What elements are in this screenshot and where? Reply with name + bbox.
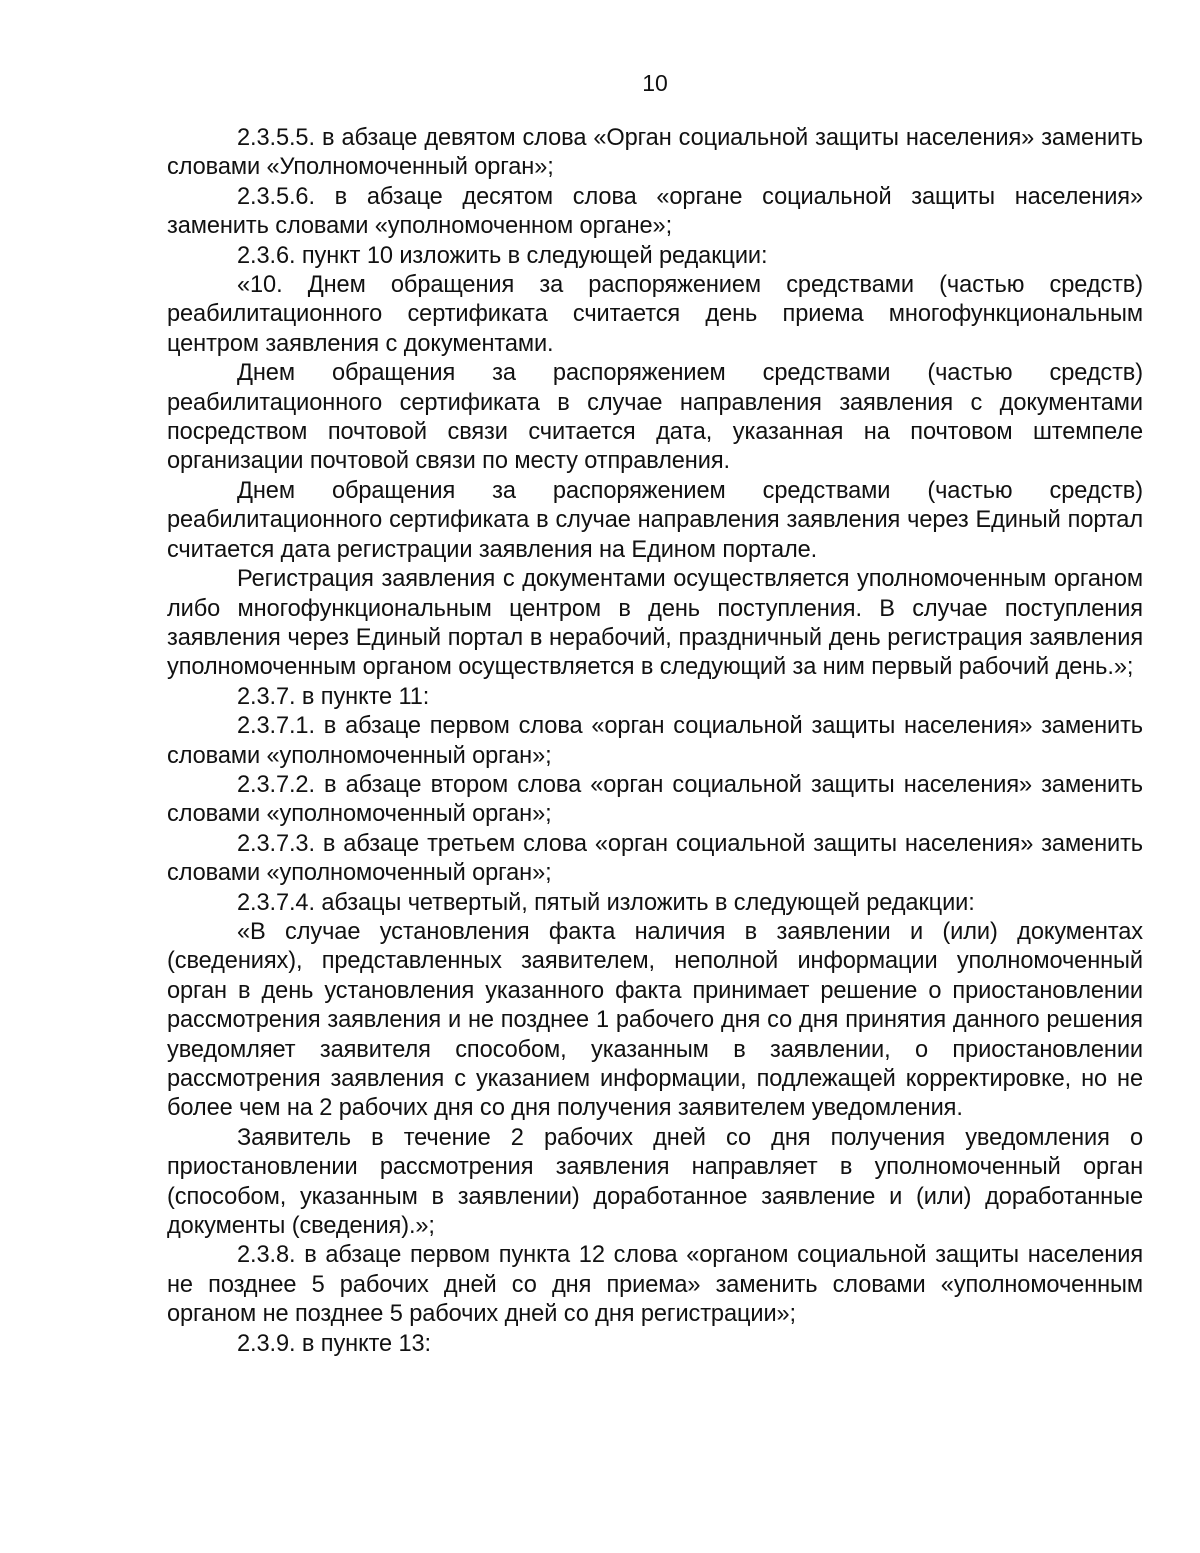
- page-number: 10: [642, 70, 668, 96]
- paragraph: 2.3.8. в абзаце первом пункта 12 слова «органом социальной защиты населения не позднее 5 рабочих дней со дня приема» заменить словами «уполномоченным органом не позднее 5 рабочих дней со дня регистрации»;: [167, 1242, 1143, 1328]
- paragraph: Днем обращения за распоряжением средствами (частью средств) реабилитационного сертификата в случае направления заявления с документами посредством почтовой связи считается дата, указанная на почтовом штемпеле организации почтовой связи по месту отправления.: [167, 360, 1143, 475]
- paragraph: 2.3.7.1. в абзаце первом слова «орган социальной защиты населения» заменить словами «уполномоченный орган»;: [167, 713, 1143, 769]
- paragraph: Регистрация заявления с документами осуществляется уполномоченным органом либо многофункциональным центром в день поступления. В случае поступления заявления через Единый портал в нерабочий, праздничный день регистрация заявления уполномоченным органом осуществляется в следующий за ним первый рабочий день.»;: [167, 566, 1143, 681]
- paragraph: 2.3.7. в пункте 11:: [237, 683, 430, 710]
- paragraph: 2.3.7.3. в абзаце третьем слова «орган социальной защиты населения» заменить словами «уполномоченный орган»;: [167, 830, 1143, 887]
- paragraph: 2.3.9. в пункте 13:: [237, 1330, 431, 1357]
- paragraph: «В случае установления факта наличия в заявлении и (или) документах (сведениях), представленных заявителем, неполной информации уполномоченный орган в день установления указанного факта принимает решение о приостановлении рассмотрения заявления и не позднее 1 рабочего дня со дня принятия данного решения уведомляет заявителя способом, указанным в заявлении, о приостановлении рассмотрения заявления с указанием информации, подлежащей корректировке, но не более чем на 2 рабочих дня со дня получения заявителем уведомления.: [167, 918, 1143, 1122]
- paragraph: Заявитель в течение 2 рабочих дней со дня получения уведомления о приостановлении рассмотрения заявления направляет в уполномоченный орган (способом, указанным в заявлении) доработанное заявление и (или) доработанные документы (сведения).»;: [167, 1124, 1143, 1240]
- paragraph: 2.3.6. пункт 10 изложить в следующей редакции:: [237, 242, 768, 269]
- paragraph: Днем обращения за распоряжением средствами (частью средств) реабилитационного сертификата в случае направления заявления через Единый портал считается дата регистрации заявления на Едином портале.: [167, 477, 1143, 563]
- paragraph: 2.3.7.2. в абзаце втором слова «орган социальной защиты населения» заменить словами «уполномоченный орган»;: [167, 771, 1143, 828]
- paragraph: 2.3.5.5. в абзаце девятом слова «Орган социальной защиты населения» заменить словами «Уполномоченный орган»;: [167, 125, 1143, 181]
- document-body: [167, 124, 1143, 1359]
- paragraph: «10. Днем обращения за распоряжением средствами (частью средств) реабилитационного сертификата считается день приема многофункциональным центром заявления с документами.: [167, 272, 1143, 357]
- paragraph: 2.3.5.6. в абзаце десятом слова «органе социальной защиты населения» заменить словами «уполномоченном органе»;: [167, 183, 1143, 240]
- paragraph: 2.3.7.4. абзацы четвертый, пятый изложить в следующей редакции:: [237, 889, 975, 916]
